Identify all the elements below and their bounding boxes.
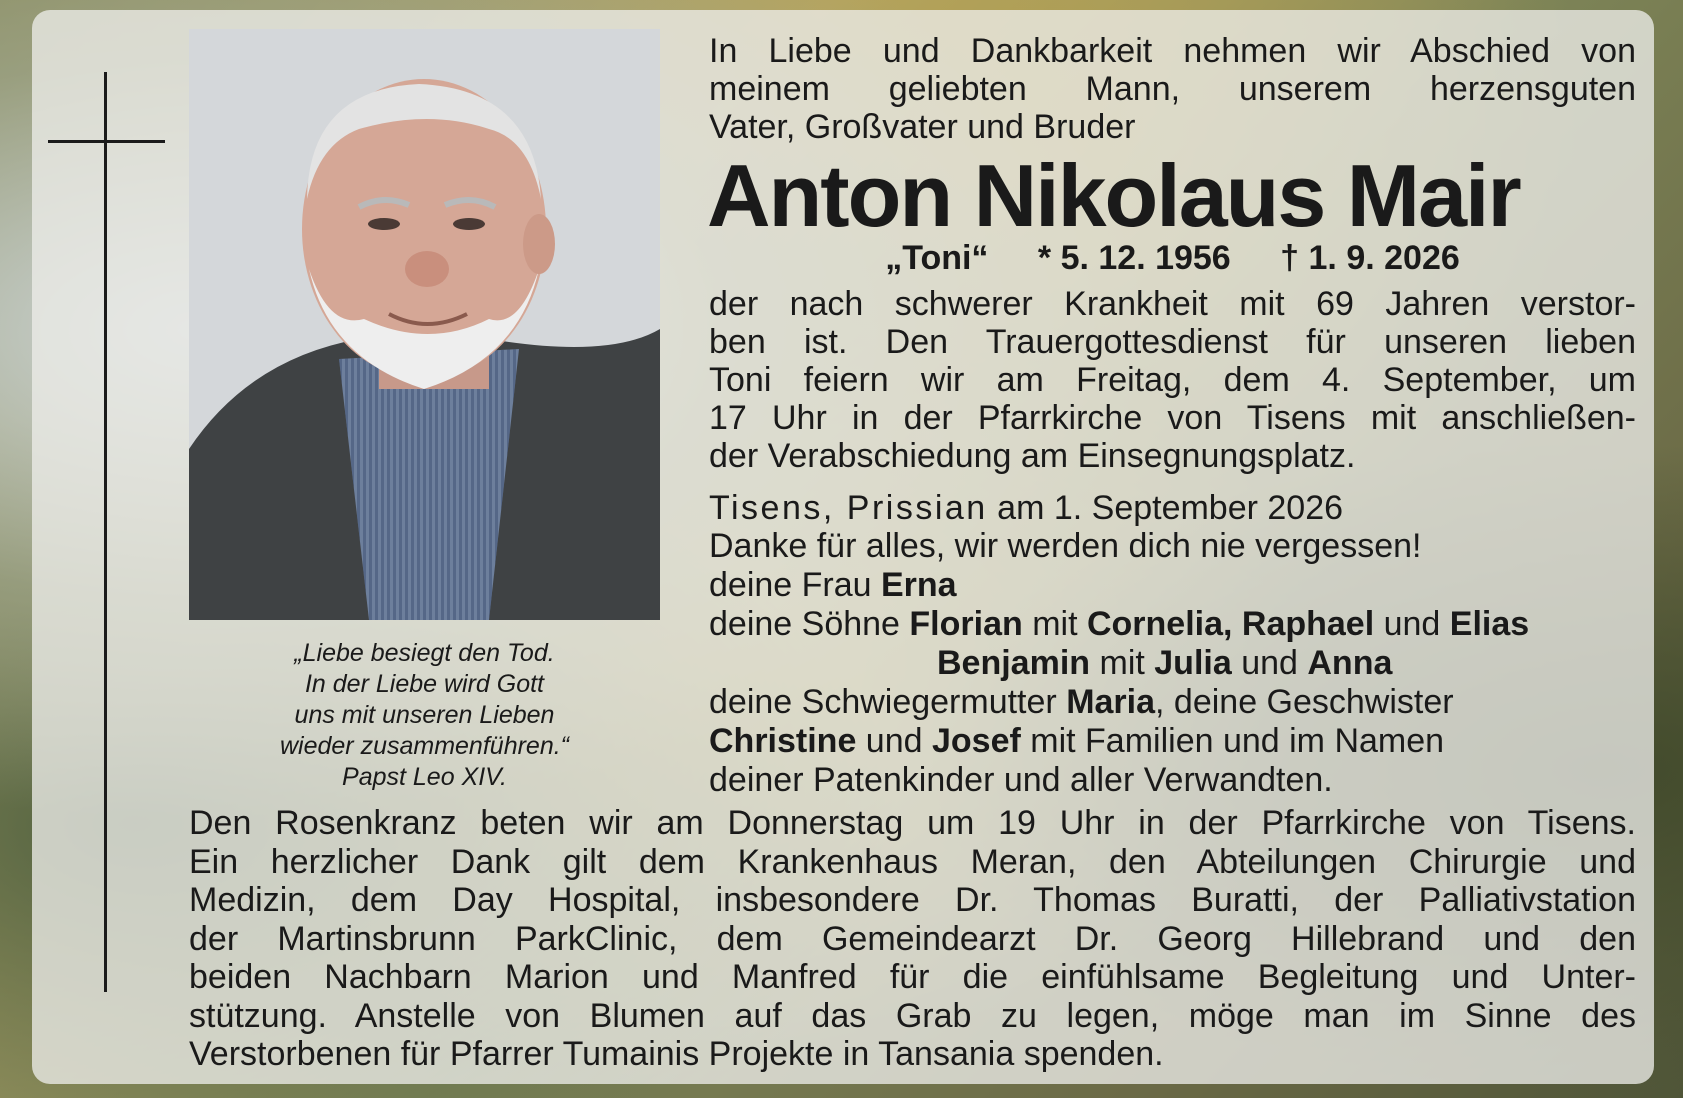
intro-line: Vater, Großvater und Bruder (709, 108, 1136, 146)
family-list (709, 527, 1636, 800)
quote-line: uns mit unseren Lieben (294, 701, 555, 729)
place: Tisens, Prissian (709, 489, 988, 527)
body-line: Toni feiern wir am Freitag, dem 4. September, um (709, 361, 1636, 399)
family-line-son2: Benjamin mit Julia und Anna (937, 644, 1393, 682)
birth-date: * 5. 12. 1956 (1037, 239, 1231, 277)
bottom-line: stützung. Anstelle von Blumen auf das Grab zu legen, möge man im Sinne des (189, 996, 1636, 1035)
bottom-line: Medizin, dem Day Hospital, insbesondere Dr. Thomas Buratti, der Palliativstation (189, 881, 1636, 919)
announcement-text (709, 285, 1636, 475)
family-line-sons: deine Söhne Florian mit Cornelia, Raphael und Elias (709, 605, 1530, 643)
bottom-line: Ein herzlicher Dank gilt dem Krankenhaus Meran, den Abteilungen Chirurgie und (189, 842, 1636, 881)
family-line-siblings: Christine und Josef mit Familien und im Namen (709, 722, 1445, 760)
quote-line: wieder zusammenführen.“ (279, 732, 569, 760)
body-line: der Verabschiedung am Einsegnungsplatz. (709, 437, 1356, 475)
bottom-line: der Martinsbrunn ParkClinic, dem Gemeindearzt Dr. Georg Hillebrand und den (189, 919, 1636, 958)
body-line: 17 Uhr in der Pfarrkirche von Tisens mit anschließen- (709, 399, 1636, 437)
quote-attribution: Papst Leo XIV. (342, 763, 507, 791)
cross-vertical-bar (104, 72, 107, 992)
deceased-name: Anton Nikolaus Mair (707, 146, 1520, 245)
life-dates (709, 238, 1636, 278)
bottom-line: Verstorbenen für Pfarrer Tumainis Projekte in Tansania spenden. (189, 1035, 1164, 1073)
thanks-line: Danke für alles, wir werden dich nie vergessen! (709, 527, 1422, 565)
nickname: „Toni“ (885, 239, 989, 277)
death-date: † 1. 9. 2026 (1280, 239, 1460, 277)
family-line-mother-in-law: deine Schwiegermutter Maria, deine Geschwister (709, 683, 1454, 721)
bottom-line: beiden Nachbarn Marion und Manfred für die einfühlsame Begleitung und Unter- (189, 958, 1636, 996)
cross-horizontal-bar (48, 140, 165, 143)
bottom-line: Den Rosenkranz beten wir am Donnerstag um 19 Uhr in der Pfarrkirche von Tisens. (189, 804, 1636, 842)
portrait-illustration (189, 29, 660, 620)
quote-line: In der Liebe wird Gott (304, 670, 544, 698)
intro-text (709, 32, 1636, 146)
intro-line: In Liebe und Dankbarkeit nehmen wir Abschied von (709, 32, 1636, 70)
intro-line: meinem geliebten Mann, unserem herzensguten (709, 70, 1636, 108)
family-line-closing: deiner Patenkinder und aller Verwandten. (709, 761, 1333, 799)
portrait-photo (189, 29, 660, 620)
family-line-wife: deine Frau Erna (709, 566, 957, 604)
place-and-date (709, 489, 1636, 528)
body-line: der nach schwerer Krankheit mit 69 Jahren verstor- (709, 285, 1636, 323)
acknowledgements-text (189, 804, 1636, 1074)
pope-quote (189, 638, 660, 793)
quote-line: „Liebe besiegt den Tod. (294, 639, 555, 667)
place-date: am 1. September 2026 (997, 489, 1344, 527)
body-line: ben ist. Den Trauergottesdienst für unseren lieben (709, 323, 1636, 361)
